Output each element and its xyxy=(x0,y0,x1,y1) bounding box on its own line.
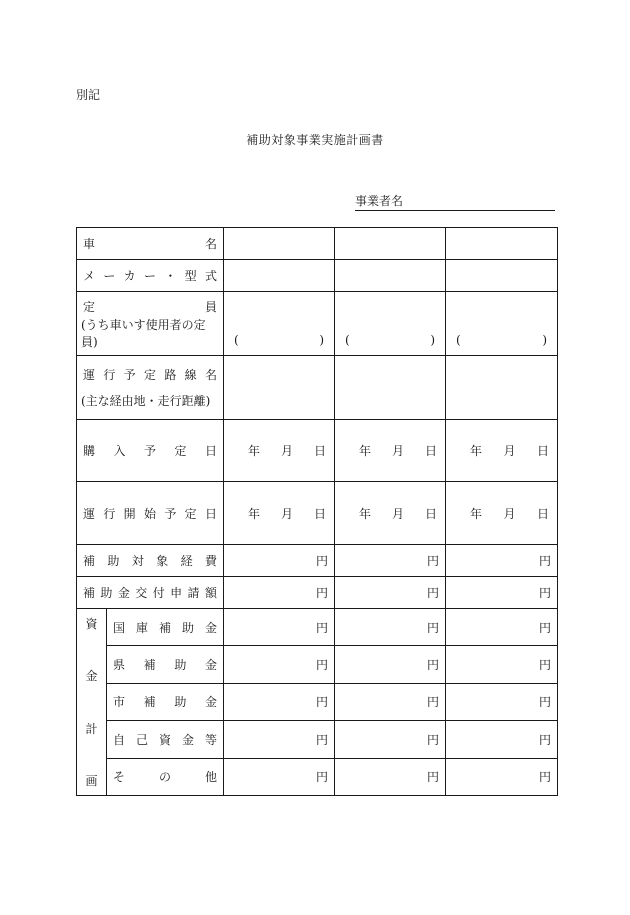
capacity-cell-2[interactable] xyxy=(335,292,446,356)
yen-unit: 円 xyxy=(426,658,439,673)
funding-1-cell-1[interactable] xyxy=(224,646,335,683)
funding-group-label xyxy=(77,609,107,796)
label-char: 入 xyxy=(113,444,126,458)
label-spread xyxy=(77,235,223,252)
label-spread xyxy=(107,768,223,785)
label-spread xyxy=(77,298,223,315)
paren-pair xyxy=(335,333,445,347)
label-spread xyxy=(107,619,223,636)
service-start-cell-2[interactable] xyxy=(335,482,446,545)
day-label: 日 xyxy=(424,444,437,458)
date-parts xyxy=(335,505,445,522)
yen-unit: 円 xyxy=(538,554,551,568)
funding-item-label xyxy=(107,683,224,720)
row-label xyxy=(77,420,224,482)
funding-2-cell-3[interactable] xyxy=(446,683,558,720)
date-parts xyxy=(224,442,334,459)
label-char: 行 xyxy=(103,367,116,382)
paren-pair xyxy=(446,333,557,347)
yen-unit: 円 xyxy=(315,554,328,568)
year-label: 年 xyxy=(359,444,372,458)
funding-0-cell-1[interactable] xyxy=(224,609,335,646)
funding-1-cell-2[interactable] xyxy=(335,646,446,683)
eligible-cost-cell-2[interactable] xyxy=(335,545,446,577)
label-char: 資 xyxy=(158,732,171,747)
label-char: 車 xyxy=(83,237,96,251)
paren-close: ) xyxy=(542,333,547,347)
yen-unit: 円 xyxy=(538,732,551,747)
annex-label: 別記 xyxy=(76,88,101,102)
day-label: 日 xyxy=(424,506,437,521)
operator-name-field[interactable] xyxy=(355,192,555,211)
grant-request-cell-1[interactable] xyxy=(224,577,335,609)
label-char: メ xyxy=(83,269,96,283)
day-label: 日 xyxy=(536,444,549,458)
label-char: 己 xyxy=(135,732,148,747)
vehicle-name-cell-3[interactable] xyxy=(446,228,558,260)
label-char: 県 xyxy=(113,658,126,673)
funding-4-cell-1[interactable] xyxy=(224,758,335,795)
day-label: 日 xyxy=(313,444,326,458)
capacity-cell-3[interactable] xyxy=(446,292,558,356)
label-char: 助 xyxy=(100,586,113,600)
label-char: 購 xyxy=(83,444,96,458)
label-char: 額 xyxy=(204,586,217,600)
yen-unit: 円 xyxy=(315,658,328,673)
yen-unit: 円 xyxy=(426,554,439,568)
label-char: 式 xyxy=(204,269,217,283)
funding-4-cell-2[interactable] xyxy=(335,758,446,795)
row-eligible-cost xyxy=(77,545,558,577)
funding-0-cell-2[interactable] xyxy=(335,609,446,646)
label-spread xyxy=(77,552,223,569)
label-char: 金 xyxy=(204,658,217,673)
funding-0-cell-3[interactable] xyxy=(446,609,558,646)
label-char: 始 xyxy=(143,506,156,521)
row-vehicle-name xyxy=(77,228,558,260)
row-label xyxy=(77,577,224,609)
row-funding-4 xyxy=(77,758,558,795)
label-spread xyxy=(77,505,223,522)
label-char: 線 xyxy=(184,367,197,382)
date-parts xyxy=(224,505,334,522)
year-label: 年 xyxy=(248,444,261,458)
row-grant-request xyxy=(77,577,558,609)
label-char: 金 xyxy=(85,669,98,684)
date-parts xyxy=(446,505,557,522)
label-char: 助 xyxy=(174,658,187,673)
service-start-cell-1[interactable] xyxy=(224,482,335,545)
label-char: 補 xyxy=(158,620,171,635)
label-char: 定 xyxy=(143,367,156,382)
month-label: 月 xyxy=(503,444,516,458)
label-char: 象 xyxy=(156,554,169,568)
row-label xyxy=(77,292,224,356)
year-label: 年 xyxy=(359,506,372,521)
month-label: 月 xyxy=(280,506,293,521)
vehicle-name-cell-1[interactable] xyxy=(224,228,335,260)
label-char: 予 xyxy=(164,506,177,521)
route-cell-2[interactable] xyxy=(335,356,446,420)
row-label xyxy=(77,356,224,420)
label-char: 予 xyxy=(123,367,136,382)
label-spread xyxy=(77,267,223,284)
purchase-date-cell-1[interactable] xyxy=(224,420,335,482)
funding-item-label xyxy=(107,609,224,646)
label-char: ー xyxy=(103,269,116,283)
paren-open: ( xyxy=(234,333,239,347)
paren-pair xyxy=(224,333,334,347)
grant-request-cell-3[interactable] xyxy=(446,577,558,609)
operator-name-label: 事業者名 xyxy=(355,194,404,208)
funding-3-cell-2[interactable] xyxy=(335,721,446,758)
label-char: 名 xyxy=(204,367,217,382)
label-char: 金 xyxy=(204,620,217,635)
label-char: 補 xyxy=(83,586,96,600)
row-route xyxy=(77,356,558,420)
row-capacity xyxy=(77,292,558,356)
date-parts xyxy=(446,442,557,459)
label-char: 型 xyxy=(184,269,197,283)
label-char: 経 xyxy=(180,554,193,568)
purchase-date-cell-3[interactable] xyxy=(446,420,558,482)
yen-unit: 円 xyxy=(315,586,328,600)
label-char: 開 xyxy=(123,506,136,521)
label-spread xyxy=(77,442,223,459)
label-spread xyxy=(107,693,223,710)
row-service-start xyxy=(77,482,558,545)
yen-unit: 円 xyxy=(315,770,328,785)
label-char: 金 xyxy=(117,586,130,600)
label-char: 補 xyxy=(83,554,96,568)
row-funding-1 xyxy=(77,646,558,683)
day-label: 日 xyxy=(536,506,549,521)
month-label: 月 xyxy=(391,506,404,521)
yen-unit: 円 xyxy=(538,658,551,673)
yen-unit: 円 xyxy=(426,695,439,710)
yen-unit: 円 xyxy=(426,586,439,600)
row-funding-3 xyxy=(77,721,558,758)
capacity-sub-label: (うち車いす使用者の定員) xyxy=(81,317,206,349)
funding-item-label xyxy=(107,646,224,683)
funding-4-cell-3[interactable] xyxy=(446,758,558,795)
eligible-cost-cell-3[interactable] xyxy=(446,545,558,577)
label-char: 助 xyxy=(107,554,120,568)
label-spread xyxy=(107,656,223,673)
month-label: 月 xyxy=(503,506,516,521)
funding-2-cell-2[interactable] xyxy=(335,683,446,720)
capacity-cell-1[interactable] xyxy=(224,292,335,356)
label-char: 日 xyxy=(204,506,217,521)
yen-unit: 円 xyxy=(538,586,551,600)
row-funding-2 xyxy=(77,683,558,720)
row-maker-model xyxy=(77,260,558,292)
label-char: 定 xyxy=(184,506,197,521)
label-char: の xyxy=(158,770,171,785)
funding-3-cell-3[interactable] xyxy=(446,721,558,758)
label-two-line xyxy=(77,297,223,350)
label-char: 助 xyxy=(174,695,187,710)
row-label xyxy=(77,545,224,577)
funding-1-cell-3[interactable] xyxy=(446,646,558,683)
year-label: 年 xyxy=(248,506,261,521)
paren-open: ( xyxy=(456,333,461,347)
label-char: 資 xyxy=(85,617,98,631)
service-start-cell-3[interactable] xyxy=(446,482,558,545)
label-char: 運 xyxy=(83,367,96,382)
funding-item-label xyxy=(107,721,224,758)
label-char: 定 xyxy=(174,444,187,458)
label-char: 等 xyxy=(204,732,217,747)
funding-group-chars xyxy=(77,609,106,795)
label-spread xyxy=(77,584,223,601)
yen-unit: 円 xyxy=(538,620,551,635)
row-label xyxy=(77,260,224,292)
label-char: 費 xyxy=(204,554,217,568)
label-char: 他 xyxy=(204,770,217,785)
label-char: 計 xyxy=(85,721,98,736)
month-label: 月 xyxy=(280,444,293,458)
funding-item-label xyxy=(107,758,224,795)
label-char: ー xyxy=(143,269,156,283)
vehicle-name-cell-2[interactable] xyxy=(335,228,446,260)
yen-unit: 円 xyxy=(315,620,328,635)
maker-model-cell-1[interactable] xyxy=(224,260,335,292)
year-label: 年 xyxy=(470,444,483,458)
label-char: カ xyxy=(123,269,136,283)
row-label xyxy=(77,482,224,545)
label-char: 補 xyxy=(143,658,156,673)
yen-unit: 円 xyxy=(538,695,551,710)
date-parts xyxy=(335,442,445,459)
label-char: ・ xyxy=(164,269,177,283)
label-char: 路 xyxy=(164,367,177,382)
label-char: 金 xyxy=(204,695,217,710)
label-char: 助 xyxy=(181,620,194,635)
label-char: 予 xyxy=(143,444,156,458)
yen-unit: 円 xyxy=(315,695,328,710)
yen-unit: 円 xyxy=(426,770,439,785)
label-spread xyxy=(107,731,223,748)
label-char: 付 xyxy=(152,586,165,600)
route-sub-label: (主な経由地・走行距離) xyxy=(81,394,211,409)
label-char: 金 xyxy=(181,732,194,747)
label-char: 運 xyxy=(83,506,96,521)
label-char: 市 xyxy=(113,695,126,710)
maker-model-cell-3[interactable] xyxy=(446,260,558,292)
purchase-date-cell-2[interactable] xyxy=(335,420,446,482)
year-label: 年 xyxy=(470,506,483,521)
label-char: 名 xyxy=(204,237,217,251)
paren-close: ) xyxy=(430,333,435,347)
yen-unit: 円 xyxy=(315,732,328,747)
maker-model-cell-2[interactable] xyxy=(335,260,446,292)
label-char: 国 xyxy=(113,620,126,635)
label-char: 庫 xyxy=(135,620,148,635)
label-char: 画 xyxy=(85,773,98,788)
label-char: 対 xyxy=(131,554,144,568)
yen-unit: 円 xyxy=(426,732,439,747)
yen-unit: 円 xyxy=(538,770,551,785)
document-title: 補助対象事業実施計画書 xyxy=(246,133,384,147)
label-char: 員 xyxy=(204,299,217,314)
eligible-cost-cell-1[interactable] xyxy=(224,545,335,577)
funding-2-cell-1[interactable] xyxy=(224,683,335,720)
grant-request-cell-2[interactable] xyxy=(335,577,446,609)
route-cell-3[interactable] xyxy=(446,356,558,420)
label-char: 申 xyxy=(170,586,183,600)
row-label xyxy=(77,228,224,260)
label-char: 補 xyxy=(143,695,156,710)
label-char: 請 xyxy=(187,586,200,600)
label-spread xyxy=(77,366,223,383)
row-funding-0 xyxy=(77,609,558,646)
label-char: 定 xyxy=(83,299,96,314)
label-char: そ xyxy=(113,770,126,785)
label-two-line xyxy=(77,361,223,414)
yen-unit: 円 xyxy=(426,620,439,635)
paren-close: ) xyxy=(319,333,324,347)
plan-table xyxy=(76,227,558,796)
label-char: 行 xyxy=(103,506,116,521)
funding-3-cell-1[interactable] xyxy=(224,721,335,758)
route-cell-1[interactable] xyxy=(224,356,335,420)
label-char: 自 xyxy=(113,732,126,747)
label-char: 日 xyxy=(204,444,217,458)
paren-open: ( xyxy=(345,333,350,347)
row-purchase-date xyxy=(77,420,558,482)
month-label: 月 xyxy=(391,444,404,458)
day-label: 日 xyxy=(313,506,326,521)
label-char: 交 xyxy=(135,586,148,600)
